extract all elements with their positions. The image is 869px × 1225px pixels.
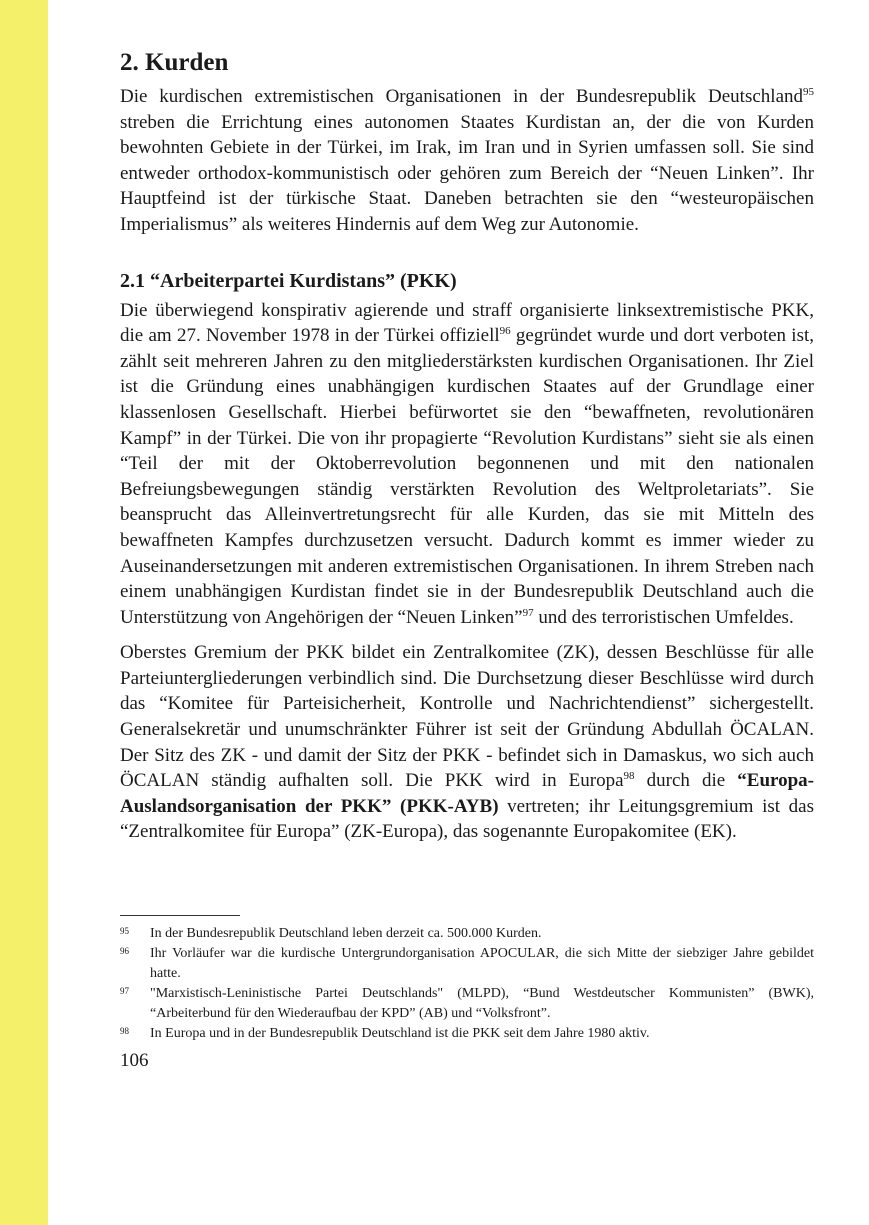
footnote-number: 95	[120, 926, 129, 937]
footnote-number: 97	[120, 986, 129, 997]
text-span: Die überwiegend konspirativ agierende und straff organisierte linksextremistische PKK, die am 27. November 1978 in der Türkei offiziell	[120, 299, 814, 347]
footnote	[120, 924, 814, 944]
footnote-number: 96	[120, 946, 129, 957]
footnote-ref: 98	[623, 770, 635, 783]
bold-org-name: “Europa-Auslandsorganisation der PKK” (PKK-AYB)	[120, 770, 814, 817]
text-span: Die kurdischen extremistischen Organisationen in der Bundesrepublik Deutschland	[120, 86, 803, 107]
footnote-divider	[120, 915, 240, 916]
text-span: gegründet wurde und dort verboten ist, zählt seit mehreren Jahren zu den mitgliederstärksten kurdischen Organisationen. Ihr Ziel ist die Gründung eines unabhängigen kurdischen Staates auf der Grundlage einer klassenlosen Gesellschaft. Hierbei befürwortet sie den “bewaffneten, revolutionären Kampf” in der Türkei. Die von ihr propagierte “Revolution Kurdistans” sieht sie als einen “Teil der mit der Oktoberrevolution begonnenen und mit den nationalen Befreiungsbewegungen ständig verstärkten Revolution des Weltproletariats”. Sie beansprucht das Alleinvertretungsrecht für alle Kurden, das sie mit Mitteln des bewaffneten Kampfes durchzusetzen versucht. Dadurch kommt es immer wieder zu Auseinandersetzungen mit anderen extremistischen Organisationen. In ihrem Streben nach einem unabhängigen Kurdistan findet sie in der Bundesrepublik Deutschland auch die Unterstützung von Angehörigen der “Neuen Linken”	[120, 325, 814, 628]
footnote-text: In Europa und in der Bundesrepublik Deutschland ist die PKK seit dem Jahre 1980 aktiv.	[150, 1026, 650, 1042]
footnote-text: "Marxistisch-Leninistische Partei Deutschlands" (MLPD), “Bund Westdeutscher Kommunisten” (BWK), “Arbeiterbund für den Wiederaufbau der KPD” (AB) und “Volksfront”.	[150, 986, 814, 1022]
footnote	[120, 944, 814, 984]
document-page	[120, 40, 814, 1072]
section-heading: 2. Kurden	[120, 49, 229, 76]
text-span: streben die Errichtung eines autonomen Staates Kurdistan an, der die von Kurden bewohnten Gebiete in der Türkei, im Irak, im Iran und in Syrien umfassen soll. Sie sind entweder orthodox-kommunistisch oder gehören zum Bereich der “Neuen Linken”. Ihr Hauptfeind ist der türkische Staat. Daneben betrachten sie den “westeuropäischen Imperialismus” als weiteres Hindernis auf dem Weg zur Autonomie.	[120, 111, 814, 235]
footnote	[120, 984, 814, 1024]
page-number: 106	[120, 1050, 149, 1072]
margin-highlight-stripe	[0, 0, 48, 1225]
text-span: und des terroristischen Umfeldes.	[533, 606, 794, 628]
footnote-text: In der Bundesrepublik Deutschland leben derzeit ca. 500.000 Kurden.	[150, 926, 542, 942]
paragraph-structure	[120, 640, 814, 845]
footnote	[120, 1024, 814, 1044]
paragraph-intro	[120, 84, 814, 238]
text-span: Oberstes Gremium der PKK bildet ein Zentralkomitee (ZK), dessen Beschlüsse für alle Parteiuntergliederungen verbindlich sind. Die Durchsetzung dieser Beschlüsse wird durch das “Komitee für Parteisicherheit, Kontrolle und Nachrichtendienst” sichergestellt. Generalsekretär und unumschränkter Führer ist seit der Gründung Abdullah ÖCALAN. Der Sitz des ZK - und damit der Sitz der PKK - befindet sich in Damaskus, wo sich auch ÖCALAN ständig aufhalten soll. Die PKK wird in Europa	[120, 642, 814, 792]
paragraph-pkk	[120, 298, 814, 631]
footnote-text: Ihr Vorläufer war die kurdische Untergrundorganisation APOCULAR, die sich Mitte der siebziger Jahre gebildet hatte.	[150, 946, 814, 982]
text-span: durch die	[634, 770, 738, 792]
footnote-ref: 95	[803, 86, 814, 98]
text-span: vertreten; ihr Leitungsgremium ist das “Zentralkomitee für Europa” (ZK-Europa), das sogenannte Europakomitee (EK).	[120, 795, 814, 843]
subsection-heading: 2.1 “Arbeiterpartei Kurdistans” (PKK)	[120, 269, 457, 292]
footnote-ref: 96	[499, 325, 511, 338]
footnote-number: 98	[120, 1026, 129, 1037]
footnote-ref: 97	[522, 606, 534, 619]
